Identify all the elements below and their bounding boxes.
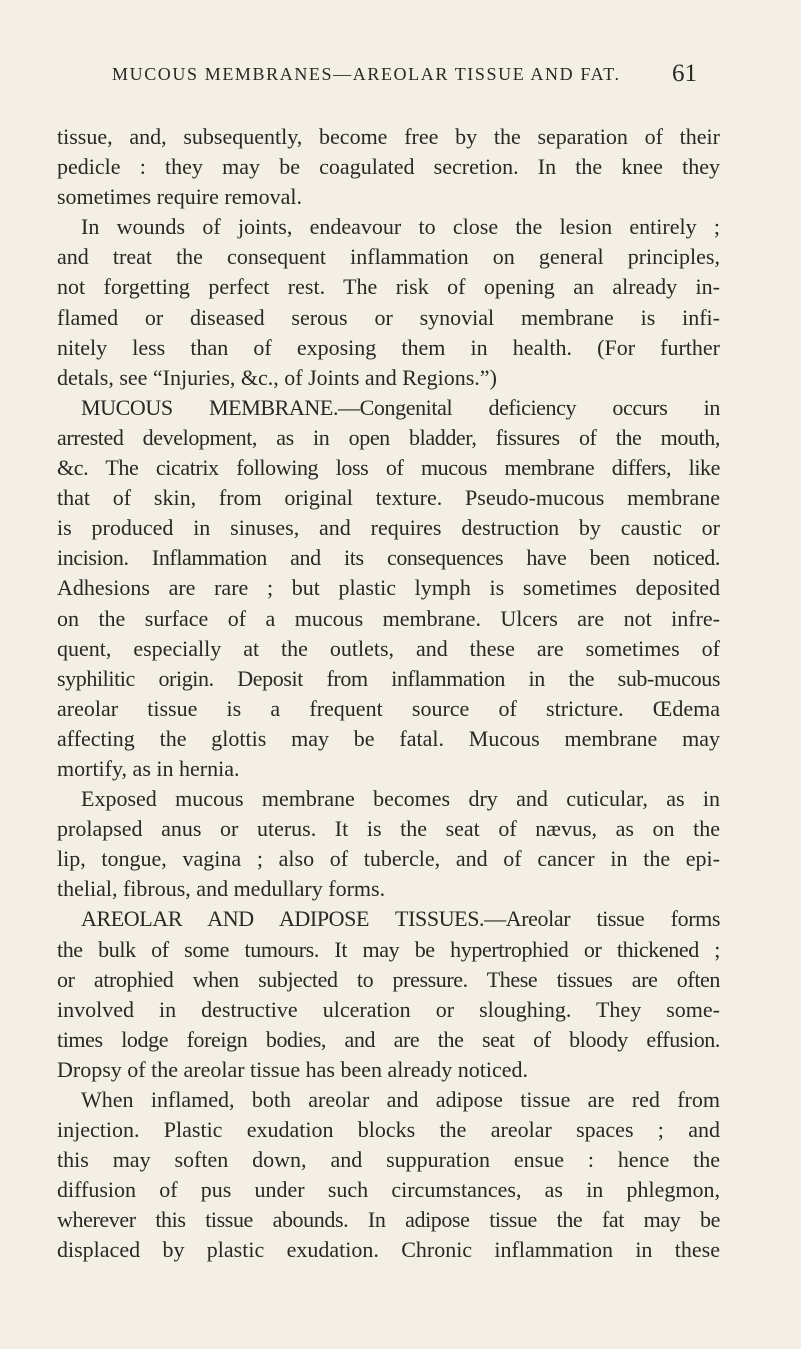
text-line: that of skin, from original texture. Pseudo-mucous membrane — [57, 485, 720, 511]
running-title: MUCOUS MEMBRANES—AREOLAR TISSUE AND FAT. — [112, 64, 621, 84]
text-line: MUCOUS MEMBRANE.—Congenital deficiency occurs in — [81, 394, 720, 420]
text-line: on the surface of a mucous membrane. Ulcers are not infre- — [57, 605, 720, 631]
text-line: or atrophied when subjected to pressure. These tissues are often — [57, 966, 720, 992]
text-line: displaced by plastic exudation. Chronic inflammation in these — [57, 1237, 720, 1263]
running-head — [112, 60, 697, 98]
text-line: affecting the glottis may be fatal. Mucous membrane may — [57, 725, 720, 751]
text-line: nitely less than of exposing them in health. (For further — [57, 334, 720, 360]
text-line: Exposed mucous membrane becomes dry and cuticular, as in — [81, 786, 720, 812]
body-text — [57, 122, 720, 1266]
text-line: AREOLAR AND ADIPOSE TISSUES.—Areolar tissue forms — [81, 906, 720, 932]
text-line: the bulk of some tumours. It may be hypertrophied or thickened ; — [57, 936, 720, 962]
text-line: areolar tissue is a frequent source of stricture. Œdema — [57, 695, 720, 721]
text-line: tissue, and, subsequently, become free by the separation of their — [57, 124, 720, 149]
text-line: this may soften down, and suppuration ensue : hence the — [57, 1147, 720, 1173]
page-number: 61 — [672, 60, 697, 87]
text-line: flamed or diseased serous or synovial membrane is infi- — [57, 304, 720, 330]
text-line: involved in destructive ulceration or sloughing. They some- — [57, 996, 720, 1022]
text-line: sometimes require removal. — [57, 184, 302, 210]
text-line: Dropsy of the areolar tissue has been already noticed. — [57, 1056, 528, 1082]
text-line: incision. Inflammation and its consequences have been noticed. — [57, 545, 720, 571]
text-line: not forgetting perfect rest. The risk of opening an already in- — [57, 274, 720, 300]
text-line: &c. The cicatrix following loss of mucous membrane differs, like — [57, 455, 720, 481]
text-line: lip, tongue, vagina ; also of tubercle, and of cancer in the epi- — [57, 846, 720, 872]
text-line: mortify, as in hernia. — [57, 755, 240, 781]
text-line: injection. Plastic exudation blocks the areolar spaces ; and — [57, 1117, 720, 1143]
text-line: prolapsed anus or uterus. It is the seat of nævus, as on the — [57, 816, 720, 842]
text-line: pedicle : they may be coagulated secretion. In the knee they — [57, 154, 720, 180]
text-line: times lodge foreign bodies, and are the seat of bloody effusion. — [57, 1026, 720, 1052]
text-line: and treat the consequent inflammation on general principles, — [57, 244, 720, 270]
text-line: syphilitic origin. Deposit from inflammation in the sub-mucous — [57, 665, 720, 691]
text-line: arrested development, as in open bladder, fissures of the mouth, — [57, 424, 720, 450]
text-line: quent, especially at the outlets, and these are sometimes of — [57, 635, 720, 661]
text-line: is produced in sinuses, and requires destruction by caustic or — [57, 515, 720, 541]
text-line: thelial, fibrous, and medullary forms. — [57, 876, 386, 902]
text-line: wherever this tissue abounds. In adipose tissue the fat may be — [57, 1207, 720, 1233]
text-line: In wounds of joints, endeavour to close the lesion entirely ; — [81, 214, 720, 240]
text-line: diffusion of pus under such circumstances, as in phlegmon, — [57, 1177, 720, 1203]
text-line: Adhesions are rare ; but plastic lymph is sometimes deposited — [57, 575, 720, 601]
text-line: detals, see “Injuries, &c., of Joints and Regions.”) — [57, 364, 497, 390]
text-line: When inflamed, both areolar and adipose tissue are red from — [81, 1087, 720, 1112]
